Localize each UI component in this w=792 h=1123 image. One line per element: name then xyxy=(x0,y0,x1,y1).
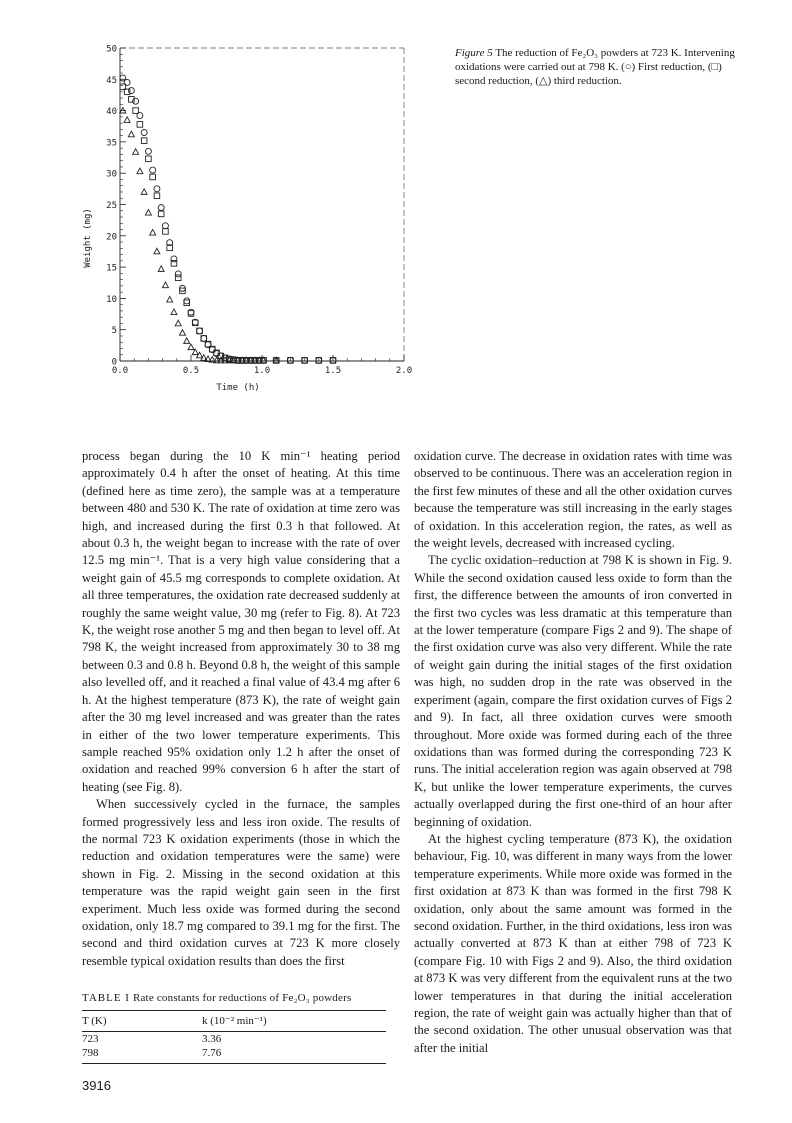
data-point-circle xyxy=(141,130,147,136)
x-tick-label: 0.5 xyxy=(182,366,200,376)
y-tick-label: 0 xyxy=(111,357,117,368)
x-tick-label: 1.0 xyxy=(253,366,271,376)
chart-axes xyxy=(106,45,412,377)
data-point-circle xyxy=(133,98,139,104)
y-tick-label: 5 xyxy=(111,326,117,337)
y-tick-label: 45 xyxy=(106,75,117,86)
y-tick-label: 10 xyxy=(106,294,117,305)
body-column-left xyxy=(82,448,400,970)
data-point-circle xyxy=(175,271,181,277)
x-tick-label: 1.5 xyxy=(324,366,342,376)
y-tick-label: 50 xyxy=(106,44,117,55)
data-point-circle xyxy=(201,335,207,341)
body-column-right xyxy=(414,448,732,1057)
data-point-triangle xyxy=(154,248,160,254)
y-tick-label: 35 xyxy=(106,138,117,149)
data-point-square xyxy=(146,156,152,162)
table-cell: 723 xyxy=(82,1033,99,1045)
data-point-triangle xyxy=(188,344,194,350)
data-point-triangle xyxy=(128,131,134,137)
data-point-square xyxy=(163,229,169,235)
data-point-triangle xyxy=(124,117,130,123)
table-cell: 798 xyxy=(82,1046,202,1064)
data-point-square xyxy=(133,108,139,114)
data-point-circle xyxy=(188,309,194,315)
y-tick-label: 40 xyxy=(106,107,117,118)
data-point-circle xyxy=(128,88,134,94)
table-header-temperature: T (K) xyxy=(82,1011,202,1032)
y-axis-label: Weight (mg) xyxy=(83,208,93,268)
data-point-square xyxy=(137,122,143,128)
table-row xyxy=(82,1032,386,1047)
data-point-triangle xyxy=(162,282,168,288)
table-caption xyxy=(82,992,386,1004)
data-point-circle xyxy=(184,298,190,304)
table-cell: 3.36 xyxy=(202,1033,222,1045)
paragraph: The cyclic oxidation–reduction at 798 K is shown in Fig. 9. While the second oxidation caused less oxide to form than the first, the difference between the amounts of iron converted in the first two cycles was less dramatic at this temperature than at the lower temperature (compare Figs 2 and 9). The shape of the first oxidation curve was also very different. While the rate of weight gain during the initial stages of the first oxidation was high, no sudden drop in the rate was observed in the experiment (again, compare the first oxidation curves of Figs 2 and 9). In fact, all three oxidation curves were smooth throughout. More oxide was formed during each of the three oxidations than was formed during the corresponding 723 K runs. The initial acceleration region was again observed at 798 K, but unlike the lower temperature experiments, the curves actually overlapped during the first one-third of an hour after beginning of oxidation. xyxy=(414,553,732,829)
x-tick-label: 0.0 xyxy=(111,366,129,376)
rate-constants-table xyxy=(82,1010,386,1064)
data-point-triangle xyxy=(133,149,139,155)
figure-caption-label: Figure 5 xyxy=(455,47,493,59)
table-cell: 7.76 xyxy=(202,1046,386,1064)
data-point-circle xyxy=(150,167,156,173)
figure-caption xyxy=(455,46,755,88)
data-point-circle xyxy=(154,186,160,192)
data-point-triangle xyxy=(145,209,151,215)
y-tick-label: 20 xyxy=(106,232,117,243)
rate-constants-table-block xyxy=(82,992,386,1064)
figure-caption-text: The reduction of Fe₂O₃ powders at 723 K. Intervening oxidations were carried out at 798 K. (○) First reduction, (□) second reduction, (△) third reduction. xyxy=(455,47,735,87)
data-point-triangle xyxy=(175,320,181,326)
data-point-circle xyxy=(171,256,177,262)
data-point-triangle xyxy=(137,168,143,174)
data-point-triangle xyxy=(158,266,164,272)
data-point-circle xyxy=(162,223,168,229)
paragraph: process began during the 10 K min⁻¹ heating period approximately 0.4 h after the onset of heating. At this time (defined here as time zero), the sample was at a temperature between 480 and 530 K. The rate of oxidation at time zero was high, and increased during the first 0.3 h that followed. At about 0.3 h, the weight began to increase with the rate of over 12.5 mg min⁻¹. That is a very high value considering that a weight gain of 45.5 mg corresponds to complete oxidation. At all three temperatures, the oxidation rate decreased suddenly at roughly the same weight value, 30 mg (refer to Fig. 8). At 723 K, the weight rose another 5 mg and then began to level off. At 798 K, the weight increased from approximately 30 to 38 mg between 0.3 and 0.8 h. Beyond 0.8 h, the weight of this sample also levelled off, and it reached a final value of 43.4 mg after 6 h. At the highest temperature (873 K), the rate of weight gain after the 30 mg level increased and was greater than the rates in either of the two lower temperature experiments. This sample reached 95% oxidation only 1.2 h after the onset of oxidation and reached 99% conversion 6 h after the start of heating (see Fig. 8). xyxy=(82,449,400,794)
y-tick-label: 15 xyxy=(106,263,117,274)
table-header-row xyxy=(82,1011,386,1032)
table-row xyxy=(82,1046,386,1064)
x-axis-label: Time (h) xyxy=(216,383,260,393)
x-tick-label: 2.0 xyxy=(395,366,413,376)
page-number: 3916 xyxy=(82,1078,111,1093)
paragraph: When successively cycled in the furnace, the samples formed progressively less and less iron oxide. The results of the normal 723 K oxidation experiments (those in which the reduction and oxidation temperatures were the same) were shown in Fig. 2. Missing in the second oxidation at this temperature was the rapid weight gain seen in the first experiment. Much less oxide was formed during the second oxidation, only 18.7 mg compared to 39.1 mg for the first. The second and third oxidation curves at 723 K more closely resemble typical oxidation results than does the first xyxy=(82,797,400,968)
data-point-triangle xyxy=(171,309,177,315)
data-point-circle xyxy=(124,79,130,85)
data-point-square xyxy=(150,174,156,180)
data-point-square xyxy=(158,211,164,217)
table-header-rate-constant: k (10⁻² min⁻¹) xyxy=(202,1011,386,1032)
data-point-circle xyxy=(197,328,203,334)
data-point-square xyxy=(154,193,160,199)
data-point-circle xyxy=(145,148,151,154)
paragraph: At the highest cycling temperature (873 K), the oxidation behaviour, Fig. 10, was different in many ways from the lower temperature experiments. While more oxide was formed in the first oxidation at 873 K than was formed in the first 798 K oxidation, only about the same amount was formed in the second oxidation. Further, in the third oxidations, less iron was actually converted at 873 K than at either 798 of 723 K (compare Fig. 10 with Figs 2 and 9). Also, the third oxidation at 873 K was very different from the equivalent runs at the two lower temperatures in that during the initial acceleration region, the rate of weight gain was actually higher than that of the second oxidation. The other unusual observation was that after the initial xyxy=(414,831,732,1055)
data-point-square xyxy=(141,138,147,144)
data-point-circle xyxy=(158,205,164,211)
reduction-chart xyxy=(78,38,438,398)
data-point-triangle xyxy=(167,296,173,302)
table-caption-text: Rate constants for reductions of Fe₂O₃ powders xyxy=(132,992,352,1004)
chart-marks xyxy=(120,75,336,363)
data-point-triangle xyxy=(150,229,156,235)
y-tick-label: 25 xyxy=(106,201,117,211)
data-point-triangle xyxy=(179,330,185,336)
table-label: TABLE I xyxy=(82,992,130,1004)
data-point-triangle xyxy=(184,338,190,344)
y-tick-label: 30 xyxy=(106,169,117,180)
paragraph: oxidation curve. The decrease in oxidation rates with time was observed to be continuous. There was an acceleration region in the first few minutes of these and all the other oxidation curves because the temperature was still increasing in the early stages of oxidation. In this acceleration region, the rates, as well as the weight levels, decreased with increased cycling. xyxy=(414,449,732,551)
data-point-triangle xyxy=(141,189,147,195)
